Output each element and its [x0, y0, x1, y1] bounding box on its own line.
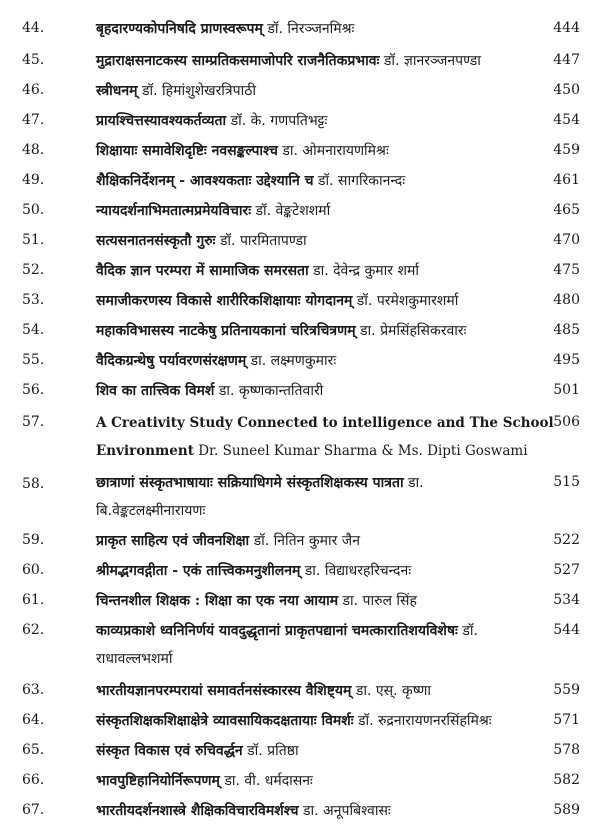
entry-title-line [96, 258, 560, 284]
entry-title: संस्कृतशिक्षकशिक्षाक्षेत्रे व्यावसायिकदक्षतायाः विमर्शः [96, 713, 354, 729]
entry-title: भारतीयदर्शनशास्त्रे शैक्षिकविचारविमर्शश्च [96, 803, 299, 819]
entry-page: 480 [553, 292, 580, 308]
entry-number: 47. [22, 112, 45, 128]
entry-number: 56. [22, 382, 45, 398]
entry-author: डॉ. [462, 623, 478, 639]
entry-title-line [96, 198, 560, 224]
entry-page: 447 [553, 52, 580, 68]
entry-title-line [96, 558, 560, 584]
entry-author: डा. पारुल सिंह [342, 593, 417, 609]
entry-title: शिक्षायाः समावेशिदृष्टिः नवसङ्कल्पाश्च [96, 143, 278, 159]
entry-page: 544 [553, 622, 580, 638]
entry-number: 55. [22, 352, 45, 368]
entry-author: डॉ. नितिन कुमार जैन [253, 533, 360, 549]
entry-number: 52. [22, 262, 45, 278]
entry-page: 582 [553, 772, 580, 788]
entry-title-line [96, 768, 560, 794]
entry-author: डा. ओमनारायणमिश्रः [282, 143, 389, 159]
entry-page: 465 [553, 202, 580, 218]
entry-title: सत्यसनातनसंस्कृतौ गुरुः [96, 233, 216, 249]
entry-title-line [96, 78, 560, 104]
entry-number: 50. [22, 202, 45, 218]
entry-page: 571 [553, 712, 580, 728]
entry-title-line [96, 228, 560, 254]
entry-author-continued: बि.वेङ्कटलक्ष्मीनारायणः [96, 503, 206, 519]
entry-title-line [96, 48, 560, 74]
entry-number: 49. [22, 172, 45, 188]
entry-title: समाजीकरणस्य विकासे शारीरिकशिक्षायाः योगदानम् [96, 293, 353, 309]
entry-title-line [96, 16, 560, 42]
entry-page: 559 [553, 682, 580, 698]
entry-author: डा. प्रेमसिंहसिकरवारः [360, 323, 467, 339]
entry-number: 44. [22, 20, 45, 36]
entry-author: डॉ. रुद्रनारायणनरसिंहमिश्रः [358, 713, 492, 729]
entry-title-line [96, 348, 560, 374]
entry-title: प्राकृत साहित्य एवं जीवनशिक्षा [96, 533, 250, 549]
entry-page: 589 [553, 802, 580, 818]
entry-author: डॉ. निरञ्जनमिश्रः [267, 21, 355, 37]
entry-title: वैदिकग्रन्थेषु पर्यावरणसंरक्षणम् [96, 353, 247, 369]
entry-number: 54. [22, 322, 45, 338]
entry-title: न्यायदर्शनाभिमतात्मप्रमेयविचारः [96, 203, 252, 219]
entry-author: डा. विद्याधरहरिचन्दनः [304, 563, 412, 579]
entry-title-line [96, 738, 560, 764]
entry-title-line [96, 528, 560, 554]
entry-number: 59. [22, 532, 45, 548]
entry-title: बृहदारण्यकोपनिषदि प्राणस्वरूपम् [96, 21, 263, 37]
entry-number: 45. [22, 52, 45, 68]
entry-title-line [96, 138, 560, 164]
entry-page: 470 [553, 232, 580, 248]
entry-number: 57. [22, 414, 45, 430]
entry-author: डा. लक्ष्मणकुमारः [250, 353, 337, 369]
entry-number: 64. [22, 712, 45, 728]
entry-author: डा. देवेन्द्र कुमार शर्मा [313, 263, 419, 279]
entry-title: काव्यप्रकाशे ध्वनिनिर्णयं यावदुद्धृतानां प्राकृतपद्यानां चमत्कारातिशयविशेषः [96, 623, 458, 639]
entry-title-line [96, 108, 560, 134]
entry-author: डा. एस्. कृष्णा [355, 683, 431, 699]
entry-page: 485 [553, 322, 580, 338]
entry-author: डा. अनूपबिश्वासः [303, 803, 391, 819]
entry-title-line [96, 318, 560, 344]
entry-title-continued: Environment [96, 443, 194, 459]
entry-title-line [96, 410, 560, 436]
entry-title: भावपुष्टिहानियोर्निरूपणम् [96, 773, 220, 789]
entry-title-line [96, 470, 560, 496]
entry-title: भारतीयज्ञानपरम्परायां समावर्तनसंस्कारस्य वैशिष्ट्यम् [96, 683, 352, 699]
entry-page: 444 [553, 20, 580, 36]
entry-number: 65. [22, 742, 45, 758]
entry-title-line [96, 708, 560, 734]
entry-title-line [96, 438, 528, 464]
entry-author: डॉ. ज्ञानरञ्जनपण्डा [383, 53, 481, 69]
entry-number: 62. [22, 622, 45, 638]
entry-author-continued: राधावल्लभशर्मा [96, 651, 173, 667]
entry-author: डॉ. के. गणपतिभट्टः [230, 113, 328, 129]
entry-number: 46. [22, 82, 45, 98]
entry-page: 475 [553, 262, 580, 278]
entry-title-line [96, 618, 560, 644]
entry-author: डॉ. सागरिकानन्दः [317, 173, 406, 189]
entry-title: महाकविभासस्य नाटकेषु प्रतिनायकानां चरित्रचित्रणम् [96, 323, 356, 339]
entry-title-line [96, 588, 560, 614]
entry-number: 48. [22, 142, 45, 158]
entry-title-line [96, 288, 560, 314]
entry-number: 61. [22, 592, 45, 608]
entry-author: डा. [408, 475, 424, 491]
entry-title: चिन्तनशील शिक्षक : शिक्षा का एक नया आयाम [96, 593, 339, 609]
entry-title: प्रायश्चित्तस्यावश्यकर्तव्यता [96, 113, 227, 129]
entry-title: श्रीमद्भगवद्गीता - एकं तात्त्विकमनुशीलनम् [96, 563, 301, 579]
entry-title-line [96, 378, 560, 404]
entry-title-line [96, 798, 560, 824]
entry-author: डॉ. हिमांशुशेखरत्रिपाठी [142, 83, 256, 99]
entry-number: 67. [22, 802, 45, 818]
entry-title: छात्राणां संस्कृतभाषायाः सक्रियाधिगमे संस्कृतशिक्षकस्य पात्रता [96, 475, 404, 491]
entry-number: 53. [22, 292, 45, 308]
entry-author: डा. वी. धर्मदासनः [224, 773, 313, 789]
entry-number: 63. [22, 682, 45, 698]
entry-page: 461 [553, 172, 580, 188]
entry-title: मुद्राराक्षसनाटकस्य साम्प्रतिकसमाजोपरि राजनैतिकप्रभावः [96, 53, 380, 69]
entry-page: 534 [553, 592, 580, 608]
entry-author: डॉ. वेङ्कटेशशर्मा [255, 203, 331, 219]
entry-title: स्त्रीधनम् [96, 83, 138, 99]
entry-author: डा. कृष्णकान्ततिवारी [218, 383, 324, 399]
entry-page: 459 [553, 142, 580, 158]
entry-number: 66. [22, 772, 45, 788]
entry-author: डॉ. परमेशकुमारशर्मा [356, 293, 459, 309]
entry-page: 450 [553, 82, 580, 98]
entry-page: 515 [553, 474, 580, 490]
entry-page: 578 [553, 742, 580, 758]
entry-title: संस्कृत विकास एवं रुचिवर्द्धन [96, 743, 243, 759]
entry-author: डॉ. प्रतिष्ठा [247, 743, 299, 759]
entry-title: वैदिक ज्ञान परम्परा में सामाजिक समरसता [96, 263, 309, 279]
entry-title: शिव का तात्त्विक विमर्श [96, 383, 215, 399]
entry-number: 60. [22, 562, 45, 578]
entry-page: 501 [553, 382, 580, 398]
entry-page: 506 [553, 414, 580, 430]
entry-page: 527 [553, 562, 580, 578]
entry-title: शैक्षिकनिर्देशनम् - आवश्यकताः उद्देश्यानि च [96, 173, 314, 189]
entry-page: 522 [553, 532, 580, 548]
entry-author: डॉ. पारमितापण्डा [219, 233, 307, 249]
entry-page: 495 [553, 352, 580, 368]
entry-number: 51. [22, 232, 45, 248]
entry-title: A Creativity Study Connected to intelligence and The School [96, 415, 554, 431]
entry-title-line [96, 168, 560, 194]
entry-author: Dr. Suneel Kumar Sharma & Ms. Dipti Goswami [198, 443, 528, 459]
entry-number: 58. [22, 476, 45, 492]
entry-title-line [96, 678, 560, 704]
entry-page: 454 [553, 112, 580, 128]
